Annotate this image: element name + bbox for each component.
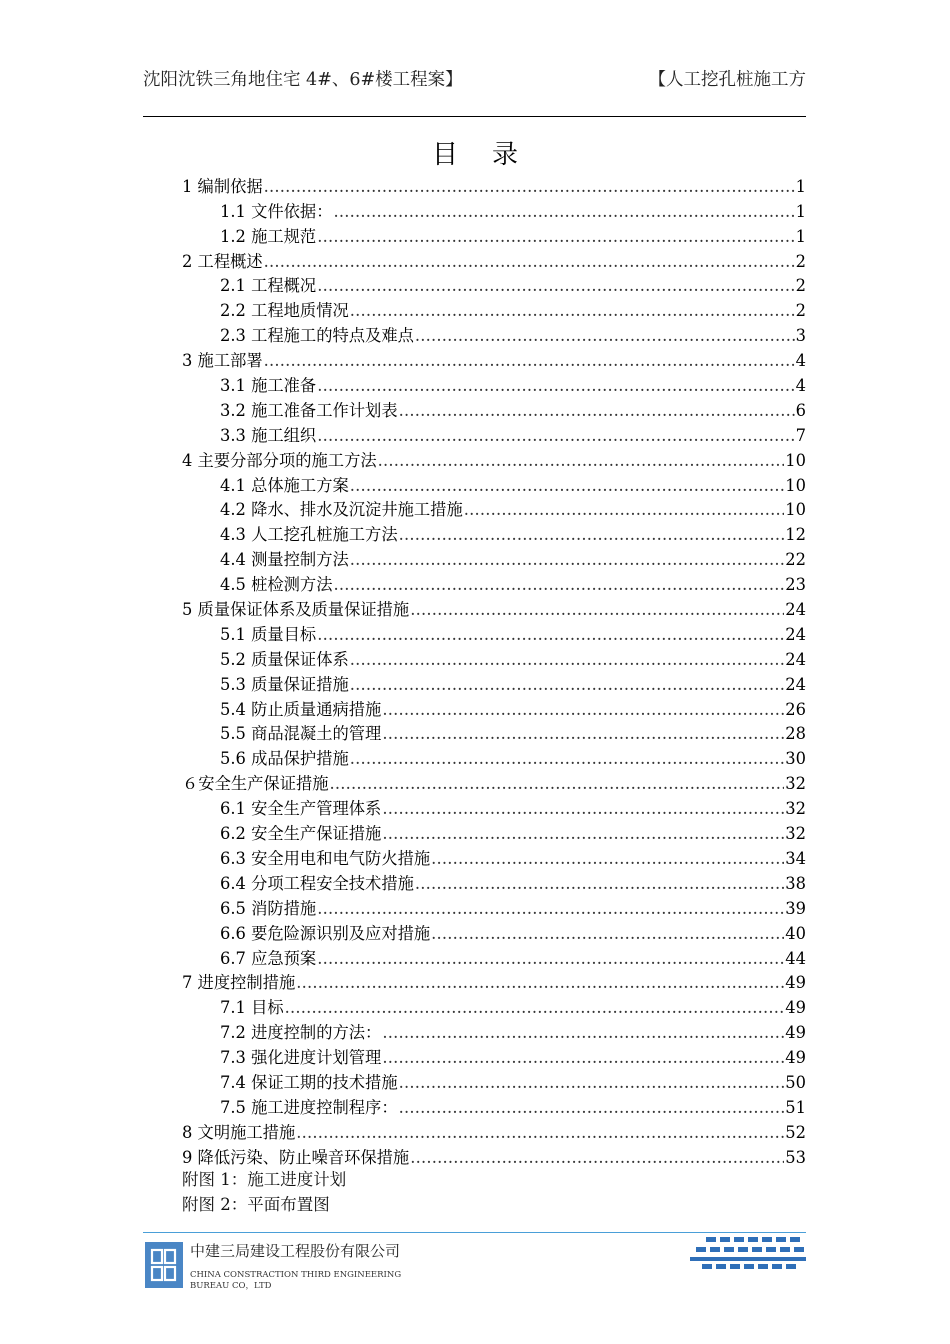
toc-entry-title: 5.4 防止质量通病措施 — [220, 699, 382, 719]
toc-entry-title: 6.5 消防措施 — [220, 898, 317, 918]
toc-entry-title: 4.5 桩检测方法 — [220, 575, 333, 595]
toc-entry-title: 4.3 人工挖孔桩施工方法 — [220, 525, 398, 545]
toc-entry-page: 50 — [785, 1072, 806, 1092]
toc-entry[interactable] — [182, 322, 806, 347]
toc-entry[interactable] — [182, 198, 806, 223]
header-document-name: 【人工挖孔桩施工方 — [648, 70, 806, 90]
toc-title: 目录 — [431, 140, 552, 170]
toc-entry-title: 9 降低污染、防止噪音环保措施 — [182, 1147, 410, 1167]
toc-entry-title: 5.5 商品混凝土的管理 — [220, 724, 382, 744]
toc-entry-title: 7.3 强化进度计划管理 — [220, 1048, 382, 1068]
toc-entry-title: 7.1 目标 — [220, 998, 284, 1018]
toc-entry-page: 38 — [785, 873, 806, 893]
toc-leader-dots — [382, 823, 784, 845]
toc-entry[interactable] — [182, 397, 806, 422]
toc-entry-page: 53 — [785, 1147, 806, 1167]
toc-entry[interactable] — [182, 447, 806, 472]
company-logo-icon — [145, 1242, 183, 1288]
toc-leader-dots — [410, 599, 784, 621]
toc-entry-page: 32 — [785, 774, 806, 794]
toc-entry[interactable] — [182, 870, 806, 895]
toc-entry-page: 49 — [785, 973, 806, 993]
toc-entry[interactable] — [182, 173, 806, 198]
toc-leader-dots — [264, 350, 795, 372]
toc-leader-dots — [317, 898, 784, 920]
toc-entry[interactable] — [182, 1044, 806, 1069]
toc-entry[interactable] — [182, 1069, 806, 1094]
toc-entry-title: 2 工程概述 — [182, 251, 263, 271]
toc-leader-dots — [464, 499, 785, 521]
toc-entry[interactable] — [182, 347, 806, 372]
page-header — [143, 66, 806, 117]
toc-entry-title: 5.3 质量保证措施 — [220, 674, 349, 694]
toc-entry[interactable] — [182, 1144, 806, 1169]
toc-entry-title: 5.1 质量目标 — [220, 624, 317, 644]
toc-leader-dots — [378, 450, 785, 472]
toc-leader-dots — [317, 375, 794, 397]
toc-entry[interactable] — [182, 422, 806, 447]
toc-entry-title: 2.2 工程地质情况 — [220, 301, 349, 321]
toc-leader-dots — [350, 674, 785, 696]
toc-leader-dots — [399, 400, 795, 422]
toc-entry[interactable] — [182, 248, 806, 273]
toc-entry-page: 7 — [795, 425, 806, 445]
toc-entry[interactable] — [182, 223, 806, 248]
toc-entry-title: 4.4 测量控制方法 — [220, 550, 349, 570]
toc-leader-dots — [382, 1022, 784, 1044]
toc-entry-title: 6.1 安全生产管理体系 — [220, 799, 382, 819]
toc-entry-title: 8 文明施工措施 — [182, 1122, 296, 1142]
toc-leader-dots — [333, 574, 784, 596]
toc-leader-dots — [296, 1122, 784, 1144]
toc-entry-title: 3 施工部署 — [182, 351, 263, 371]
toc-entry[interactable] — [182, 671, 806, 696]
toc-entry-page: 44 — [785, 948, 806, 968]
toc-entry-page: 24 — [785, 674, 806, 694]
toc-leader-dots — [382, 699, 784, 721]
toc-leader-dots — [350, 649, 785, 671]
toc-leader-dots — [415, 325, 795, 347]
toc-leader-dots — [296, 972, 784, 994]
toc-entry-title: 6.6 要危险源识别及应对措施 — [220, 923, 431, 943]
toc-entry-title: 5.6 成品保护措施 — [220, 749, 349, 769]
toc-leader-dots — [285, 997, 785, 1019]
toc-entry-page: 22 — [785, 550, 806, 570]
toc-entry-title: 7.5 施工进度控制程序： — [220, 1097, 398, 1117]
toc-entry-page: 1 — [795, 176, 806, 196]
toc-entry-page: 2 — [795, 301, 806, 321]
toc-leader-dots — [333, 201, 794, 223]
toc-leader-dots — [410, 1147, 784, 1169]
company-name-cn: 中建三局建设工程股份有限公司 — [190, 1242, 401, 1260]
toc-entry-page: 32 — [785, 799, 806, 819]
toc-entry[interactable] — [182, 571, 806, 596]
toc-entry[interactable] — [182, 273, 806, 298]
toc-entry-page: 23 — [785, 575, 806, 595]
toc-leader-dots — [350, 549, 785, 571]
toc-entry-title: 7.4 保证工期的技术措施 — [220, 1072, 398, 1092]
toc-entry-page: 2 — [795, 251, 806, 271]
toc-entry-page: 6 — [795, 400, 806, 420]
toc-entry-title: 5 质量保证体系及质量保证措施 — [182, 600, 410, 620]
toc-entry-page: 12 — [785, 525, 806, 545]
header-project-name: 沈阳沈铁三角地住宅 4#、6#楼工程案】 — [143, 70, 463, 90]
toc-entry[interactable] — [182, 497, 806, 522]
appendix-item: 附图 1：施工进度计划 — [182, 1169, 347, 1189]
toc-leader-dots — [317, 425, 794, 447]
toc-leader-dots — [399, 1072, 785, 1094]
footer-divider — [143, 1232, 806, 1233]
toc-entry-title: 6.2 安全生产保证措施 — [220, 824, 382, 844]
toc-entry-page: 49 — [785, 1048, 806, 1068]
toc-entry-title: 1 编制依据 — [182, 176, 263, 196]
toc-leader-dots — [264, 251, 795, 273]
toc-entry-page: 49 — [785, 998, 806, 1018]
toc-entry[interactable] — [182, 945, 806, 970]
toc-leader-dots — [399, 524, 785, 546]
toc-entry-page: 24 — [785, 624, 806, 644]
toc-entry-page: 52 — [785, 1122, 806, 1142]
toc-entry-page: 1 — [795, 201, 806, 221]
toc-entry[interactable] — [182, 372, 806, 397]
toc-entry-title: 4 主要分部分项的施工方法 — [182, 450, 377, 470]
toc-entry-page: 24 — [785, 649, 806, 669]
toc-leader-dots — [431, 848, 784, 870]
toc-entry[interactable] — [182, 795, 806, 820]
toc-entry-title: 7.2 进度控制的方法： — [220, 1023, 382, 1043]
company-name-en: CHINA CONSTRACTION THIRD ENGINEERING BUREAU CO，LTD — [190, 1270, 402, 1291]
toc-entry-title: 5.2 质量保证体系 — [220, 649, 349, 669]
toc-leader-dots — [382, 723, 784, 745]
toc-entry-page: 51 — [785, 1097, 806, 1117]
toc-leader-dots — [382, 798, 784, 820]
toc-entry-title: 4.2 降水、排水及沉淀井施工措施 — [220, 500, 463, 520]
toc-leader-dots — [317, 624, 784, 646]
toc-leader-dots — [317, 226, 794, 248]
toc-entry-title: 2.1 工程概况 — [220, 276, 317, 296]
toc-entry-page: 32 — [785, 824, 806, 844]
toc-entry-title: 6.4 分项工程安全技术措施 — [220, 873, 414, 893]
toc-leader-dots — [264, 176, 795, 198]
toc-entry-title: 4.1 总体施工方案 — [220, 475, 349, 495]
toc-entry-page: 30 — [785, 749, 806, 769]
toc-entry[interactable] — [182, 994, 806, 1019]
toc-entry[interactable] — [182, 970, 806, 995]
toc-leader-dots — [317, 275, 794, 297]
toc-entry[interactable] — [182, 546, 806, 571]
toc-entry-title: ６安全生产保证措施 — [182, 774, 329, 794]
toc-entry-page: 10 — [785, 475, 806, 495]
toc-leader-dots — [317, 948, 784, 970]
toc-entry[interactable] — [182, 696, 806, 721]
bureau-wave-logo-icon — [690, 1235, 808, 1271]
toc-entry[interactable] — [182, 521, 806, 546]
toc-entry[interactable] — [182, 1019, 806, 1044]
toc-entry-page: 26 — [785, 699, 806, 719]
toc-leader-dots — [382, 1047, 784, 1069]
toc-leader-dots — [350, 748, 785, 770]
toc-entry-page: 34 — [785, 848, 806, 868]
toc-entry-title: 3.3 施工组织 — [220, 425, 317, 445]
toc-entry-title: 3.1 施工准备 — [220, 376, 317, 396]
toc-entry[interactable] — [182, 596, 806, 621]
toc-entry[interactable] — [182, 646, 806, 671]
toc-entry[interactable] — [182, 845, 806, 870]
toc-leader-dots — [350, 300, 795, 322]
toc-leader-dots — [399, 1097, 785, 1119]
toc-entry-page: 28 — [785, 724, 806, 744]
toc-entry[interactable] — [182, 770, 806, 795]
toc-entry-page: 1 — [795, 226, 806, 246]
toc-entry-title: 2.3 工程施工的特点及难点 — [220, 326, 414, 346]
toc-entry-title: 7 进度控制措施 — [182, 973, 296, 993]
toc-entry[interactable] — [182, 895, 806, 920]
toc-entry[interactable] — [182, 1119, 806, 1144]
toc-leader-dots — [415, 873, 784, 895]
toc-entry-page: 4 — [795, 351, 806, 371]
toc-entry[interactable] — [182, 472, 806, 497]
toc-entry-title: 1.1 文件依据： — [220, 201, 333, 221]
toc-entry-title: 3.2 施工准备工作计划表 — [220, 400, 398, 420]
toc-entry[interactable] — [182, 920, 806, 945]
toc-entry[interactable] — [182, 297, 806, 322]
toc-entry-page: 10 — [785, 500, 806, 520]
toc-entry-page: 10 — [785, 450, 806, 470]
toc-entry-page: 49 — [785, 1023, 806, 1043]
toc-entry-page: 40 — [785, 923, 806, 943]
toc-entry[interactable] — [182, 721, 806, 746]
toc-entry-page: 4 — [795, 376, 806, 396]
toc-entry[interactable] — [182, 745, 806, 770]
toc-leader-dots — [431, 923, 784, 945]
toc-leader-dots — [330, 773, 785, 795]
toc-entry[interactable] — [182, 621, 806, 646]
table-of-contents — [182, 173, 806, 1219]
toc-leader-dots — [350, 475, 785, 497]
appendix-item: 附图 2：平面布置图 — [182, 1194, 330, 1214]
toc-entry-title: 6.7 应急预案 — [220, 948, 317, 968]
toc-entry[interactable] — [182, 1094, 806, 1119]
toc-entry-page: 2 — [795, 276, 806, 296]
toc-entry-page: 24 — [785, 600, 806, 620]
toc-entry-title: 6.3 安全用电和电气防火措施 — [220, 848, 431, 868]
toc-entry-page: 39 — [785, 898, 806, 918]
toc-entry-title: 1.2 施工规范 — [220, 226, 317, 246]
toc-entry[interactable] — [182, 820, 806, 845]
toc-entry-page: 3 — [795, 326, 806, 346]
